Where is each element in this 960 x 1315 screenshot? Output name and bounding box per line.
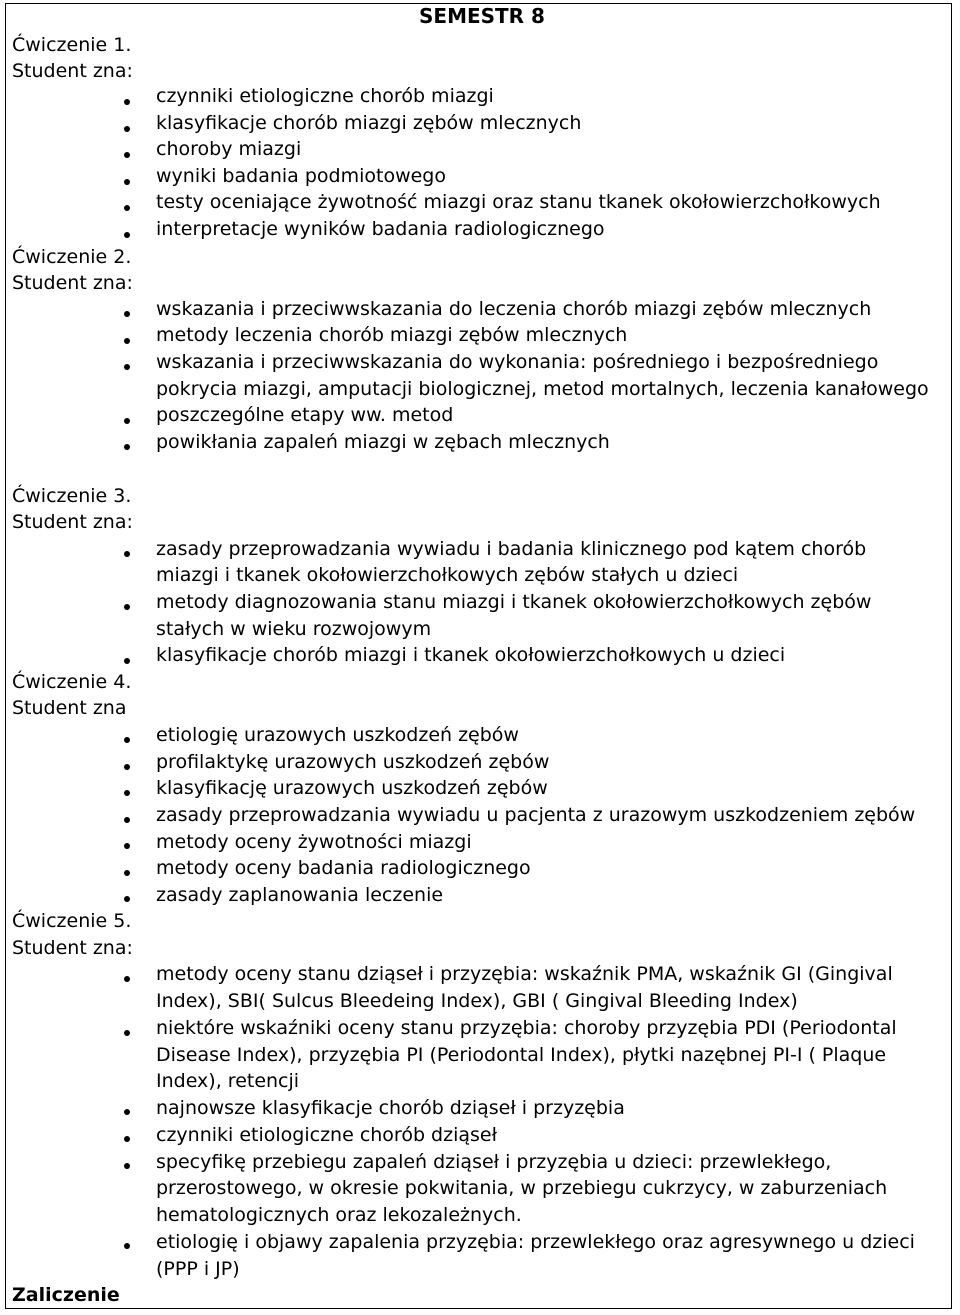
bullet-icon bbox=[124, 1136, 130, 1142]
exercise-5-heading: Ćwiczenie 5. bbox=[12, 910, 132, 932]
bullet-icon bbox=[124, 126, 130, 132]
exercise-3-item-2-line-2: stałych w wieku rozwojowym bbox=[156, 618, 432, 640]
exercise-1-heading: Ćwiczenie 1. bbox=[12, 34, 132, 56]
bullet-icon bbox=[124, 179, 130, 185]
footer-zaliczenie: Zaliczenie bbox=[12, 1284, 120, 1306]
exercise-1-sublabel: Student zna: bbox=[12, 60, 133, 82]
exercise-2-heading: Ćwiczenie 2. bbox=[12, 246, 132, 268]
exercise-2-item-3-line-2: pokrycia miazgi, amputacji biologicznej, metod mortalnych, leczenia kanałowego bbox=[156, 378, 929, 400]
bullet-icon bbox=[124, 604, 130, 610]
exercise-3-sublabel: Student zna: bbox=[12, 511, 133, 533]
exercise-4-item-6: metody oceny badania radiologicznego bbox=[156, 857, 531, 879]
exercise-3-item-1-line-2: miazgi i tkanek okołowierzchołkowych zębów stałych u dzieci bbox=[156, 564, 739, 586]
bullet-icon bbox=[124, 843, 130, 849]
exercise-1-item-6: interpretacje wyników badania radiologicznego bbox=[156, 218, 605, 240]
exercise-3-item-2-line-1: metody diagnozowania stanu miazgi i tkanek okołowierzchołkowych zębów bbox=[156, 591, 872, 613]
bullet-icon bbox=[124, 790, 130, 796]
exercise-5-item-1-line-2: Index), SBI( Sulcus Bleedeing Index), GBI ( Gingival Bleeding Index) bbox=[156, 990, 798, 1012]
bullet-icon bbox=[124, 418, 130, 424]
bullet-icon bbox=[124, 870, 130, 876]
exercise-1-item-2: klasyfikacje chorób miazgi zębów mlecznych bbox=[156, 112, 582, 134]
exercise-5-item-2-line-3: Index), retencji bbox=[156, 1070, 300, 1092]
exercise-2-item-5: powikłania zapaleń miazgi w zębach mlecznych bbox=[156, 431, 610, 453]
exercise-5-item-4: czynniki etiologiczne chorób dziąseł bbox=[156, 1124, 497, 1146]
exercise-4-item-1: etiologię urazowych uszkodzeń zębów bbox=[156, 724, 519, 746]
exercise-2-item-1: wskazania i przeciwwskazania do leczenia chorób miazgi zębów mlecznych bbox=[156, 298, 872, 320]
exercise-4-item-7: zasady zaplanowania leczenie bbox=[156, 884, 444, 906]
exercise-5-item-5-line-3: hematologicznych oraz lekozależnych. bbox=[156, 1204, 522, 1226]
exercise-5-item-5-line-2: przerostowego, w okresie pokwitania, w przebiegu cukrzycy, w zaburzeniach bbox=[156, 1177, 888, 1199]
exercise-3-item-3: klasyfikacje chorób miazgi i tkanek okołowierzchołkowych u dzieci bbox=[156, 644, 786, 666]
exercise-1-item-4: wyniki badania podmiotowego bbox=[156, 165, 446, 187]
bullet-icon bbox=[124, 737, 130, 743]
bullet-icon bbox=[124, 976, 130, 982]
bullet-icon bbox=[124, 658, 130, 664]
exercise-5-item-5-line-1: specyfikę przebiegu zapaleń dziąseł i przyzębia u dzieci: przewlekłego, bbox=[156, 1151, 832, 1173]
exercise-5-item-6-line-2: (PPP i JP) bbox=[156, 1258, 240, 1280]
exercise-5-item-1-line-1: metody oceny stanu dziąseł i przyzębia: wskaźnik PMA, wskaźnik GI (Gingival bbox=[156, 963, 893, 985]
exercise-5-item-2-line-2: Disease Index), przyzębia PI (Periodontal Index), płytki nazębnej PI-I ( Plaque bbox=[156, 1044, 887, 1066]
bullet-icon bbox=[124, 311, 130, 317]
bullet-icon bbox=[124, 1030, 130, 1036]
exercise-5-sublabel: Student zna: bbox=[12, 937, 133, 959]
exercise-4-heading: Ćwiczenie 4. bbox=[12, 671, 132, 693]
exercise-2-item-4: poszczególne etapy ww. metod bbox=[156, 404, 454, 426]
exercise-3-item-1-line-1: zasady przeprowadzania wywiadu i badania klinicznego pod kątem chorób bbox=[156, 538, 867, 560]
bullet-icon bbox=[124, 764, 130, 770]
exercise-2-item-3-line-1: wskazania i przeciwwskazania do wykonania: pośredniego i bezpośredniego bbox=[156, 351, 879, 373]
bullet-icon bbox=[124, 1243, 130, 1249]
exercise-2-item-2: metody leczenia chorób miazgi zębów mlecznych bbox=[156, 324, 628, 346]
bullet-icon bbox=[124, 817, 130, 823]
exercise-1-item-1: czynniki etiologiczne chorób miazgi bbox=[156, 85, 494, 107]
bullet-icon bbox=[124, 896, 130, 902]
exercise-4-item-4: zasady przeprowadzania wywiadu u pacjenta z urazowym uszkodzeniem zębów bbox=[156, 804, 916, 826]
exercise-1-item-5: testy oceniające żywotność miazgi oraz stanu tkanek okołowierzchołkowych bbox=[156, 191, 881, 213]
page-title: SEMESTR 8 bbox=[419, 4, 545, 28]
bullet-icon bbox=[124, 338, 130, 344]
bullet-icon bbox=[124, 232, 130, 238]
bullet-icon bbox=[124, 99, 130, 105]
exercise-4-item-5: metody oceny żywotności miazgi bbox=[156, 831, 472, 853]
bullet-icon bbox=[124, 551, 130, 557]
bullet-icon bbox=[124, 444, 130, 450]
bullet-icon bbox=[124, 205, 130, 211]
exercise-5-item-2-line-1: niektóre wskaźniki oceny stanu przyzębia: choroby przyzębia PDI (Periodontal bbox=[156, 1017, 897, 1039]
exercise-1-item-3: choroby miazgi bbox=[156, 138, 302, 160]
exercise-2-sublabel: Student zna: bbox=[12, 272, 133, 294]
bullet-icon bbox=[124, 1109, 130, 1115]
exercise-4-sublabel: Student zna bbox=[12, 697, 127, 719]
bullet-icon bbox=[124, 364, 130, 370]
exercise-4-item-3: klasyfikację urazowych uszkodzeń zębów bbox=[156, 777, 548, 799]
exercise-5-item-6-line-1: etiologię i objawy zapalenia przyzębia: przewlekłego oraz agresywnego u dzieci bbox=[156, 1231, 915, 1253]
bullet-icon bbox=[124, 1163, 130, 1169]
bullet-icon bbox=[124, 152, 130, 158]
exercise-5-item-3: najnowsze klasyfikacje chorób dziąseł i przyzębia bbox=[156, 1097, 625, 1119]
exercise-4-item-2: profilaktykę urazowych uszkodzeń zębów bbox=[156, 751, 550, 773]
exercise-3-heading: Ćwiczenie 3. bbox=[12, 485, 132, 507]
